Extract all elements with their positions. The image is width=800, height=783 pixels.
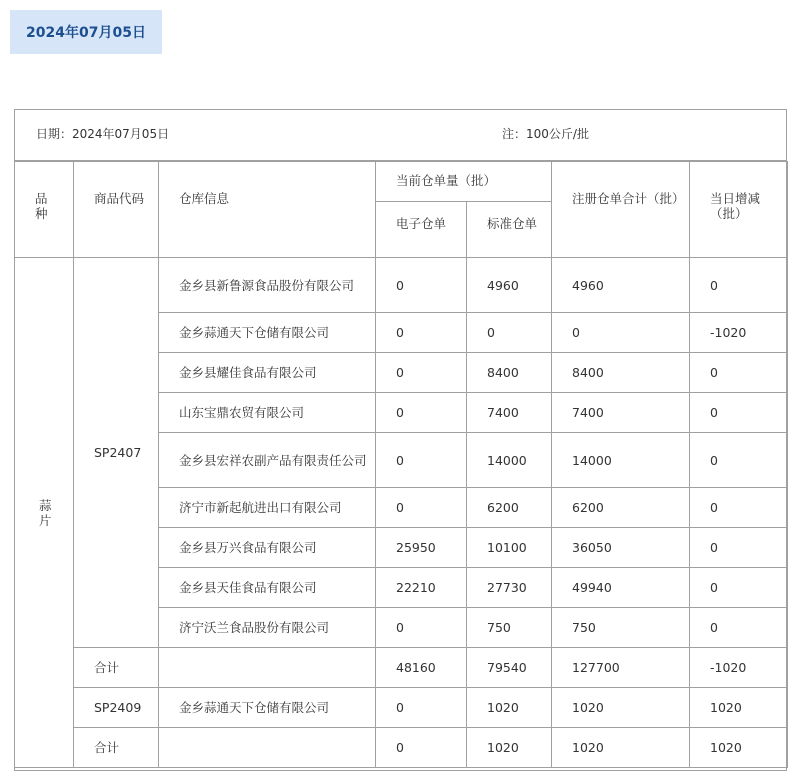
standard-receipt-cell: 14000: [467, 433, 552, 488]
registered-total-cell: 36050: [552, 528, 690, 568]
registered-total-cell: 14000: [552, 433, 690, 488]
warehouse-name-cell: 金乡县宏祥农副产品有限责任公司: [159, 433, 376, 488]
warehouse-receipt-sheet: [14, 109, 787, 771]
header-daily-change: 当日增减（批）: [690, 162, 788, 258]
subtotal-standard-cell: 79540: [467, 648, 552, 688]
header-code: 商品代码: [74, 162, 159, 258]
product-code-cell: SP2407: [74, 258, 159, 648]
electronic-receipt-cell: 0: [376, 393, 467, 433]
registered-total-cell: 750: [552, 608, 690, 648]
standard-receipt-cell: 6200: [467, 488, 552, 528]
daily-change-cell: 0: [690, 608, 788, 648]
daily-change-cell: 0: [690, 258, 788, 313]
variety-cell: 蒜片: [15, 258, 74, 768]
daily-change-cell: 0: [690, 393, 788, 433]
standard-receipt-cell: 4960: [467, 258, 552, 313]
warehouse-name-cell: 山东宝鼎农贸有限公司: [159, 393, 376, 433]
subtotal-row: [15, 648, 788, 688]
warehouse-name-cell: 金乡县新鲁源食品股份有限公司: [159, 258, 376, 313]
subtotal-row: [15, 728, 788, 768]
subtotal-warehouse-cell: [159, 728, 376, 768]
electronic-receipt-cell: 0: [376, 433, 467, 488]
registered-total-cell: 4960: [552, 258, 690, 313]
electronic-receipt-cell: 25950: [376, 528, 467, 568]
table-row: [15, 258, 788, 313]
subtotal-label: 合计: [74, 728, 159, 768]
registered-total-cell: 0: [552, 313, 690, 353]
electronic-receipt-cell: 0: [376, 608, 467, 648]
subtotal-label: 合计: [74, 648, 159, 688]
subtotal-standard-cell: 1020: [467, 728, 552, 768]
warehouse-name-cell: 金乡蒜通天下仓储有限公司: [159, 313, 376, 353]
daily-change-cell: 0: [690, 568, 788, 608]
daily-change-cell: 0: [690, 488, 788, 528]
header-current-receipts: 当前仓单量（批）: [376, 162, 552, 202]
header-electronic: 电子仓单: [376, 202, 467, 258]
product-code-cell: SP2409: [74, 688, 159, 728]
electronic-receipt-cell: 0: [376, 353, 467, 393]
registered-total-cell: 8400: [552, 353, 690, 393]
electronic-receipt-cell: 0: [376, 258, 467, 313]
header-warehouse: 仓库信息: [159, 162, 376, 258]
subtotal-total-cell: 127700: [552, 648, 690, 688]
warehouse-name-cell: 金乡县耀佳食品有限公司: [159, 353, 376, 393]
warehouse-name-cell: 金乡县万兴食品有限公司: [159, 528, 376, 568]
registered-total-cell: 7400: [552, 393, 690, 433]
warehouse-name-cell: 金乡县天佳食品有限公司: [159, 568, 376, 608]
subtotal-change-cell: 1020: [690, 728, 788, 768]
standard-receipt-cell: 8400: [467, 353, 552, 393]
header-registered-total: 注册仓单合计（批）: [552, 162, 690, 258]
subtotal-total-cell: 1020: [552, 728, 690, 768]
daily-change-cell: 1020: [690, 688, 788, 728]
registered-total-cell: 6200: [552, 488, 690, 528]
info-bar: [15, 110, 786, 161]
standard-receipt-cell: 750: [467, 608, 552, 648]
standard-receipt-cell: 1020: [467, 688, 552, 728]
table-row: [15, 688, 788, 728]
daily-change-cell: 0: [690, 528, 788, 568]
electronic-receipt-cell: 0: [376, 488, 467, 528]
standard-receipt-cell: 7400: [467, 393, 552, 433]
subtotal-change-cell: -1020: [690, 648, 788, 688]
date-label: 日期：2024年07月05日: [36, 127, 170, 141]
warehouse-name-cell: 济宁沃兰食品股份有限公司: [159, 608, 376, 648]
subtotal-electronic-cell: 48160: [376, 648, 467, 688]
header-standard: 标准仓单: [467, 202, 552, 258]
subtotal-warehouse-cell: [159, 648, 376, 688]
daily-change-cell: -1020: [690, 313, 788, 353]
warehouse-name-cell: 金乡蒜通天下仓储有限公司: [159, 688, 376, 728]
standard-receipt-cell: 27730: [467, 568, 552, 608]
date-tab[interactable]: 2024年07月05日: [10, 10, 162, 54]
electronic-receipt-cell: 22210: [376, 568, 467, 608]
standard-receipt-cell: 0: [467, 313, 552, 353]
daily-change-cell: 0: [690, 433, 788, 488]
unit-note: 注：100公斤/批: [502, 127, 589, 141]
standard-receipt-cell: 10100: [467, 528, 552, 568]
registered-total-cell: 49940: [552, 568, 690, 608]
electronic-receipt-cell: 0: [376, 688, 467, 728]
daily-change-cell: 0: [690, 353, 788, 393]
warehouse-receipt-table: [14, 161, 788, 768]
warehouse-name-cell: 济宁市新起航进出口有限公司: [159, 488, 376, 528]
registered-total-cell: 1020: [552, 688, 690, 728]
electronic-receipt-cell: 0: [376, 313, 467, 353]
subtotal-electronic-cell: 0: [376, 728, 467, 768]
header-variety: 品种: [15, 162, 74, 258]
